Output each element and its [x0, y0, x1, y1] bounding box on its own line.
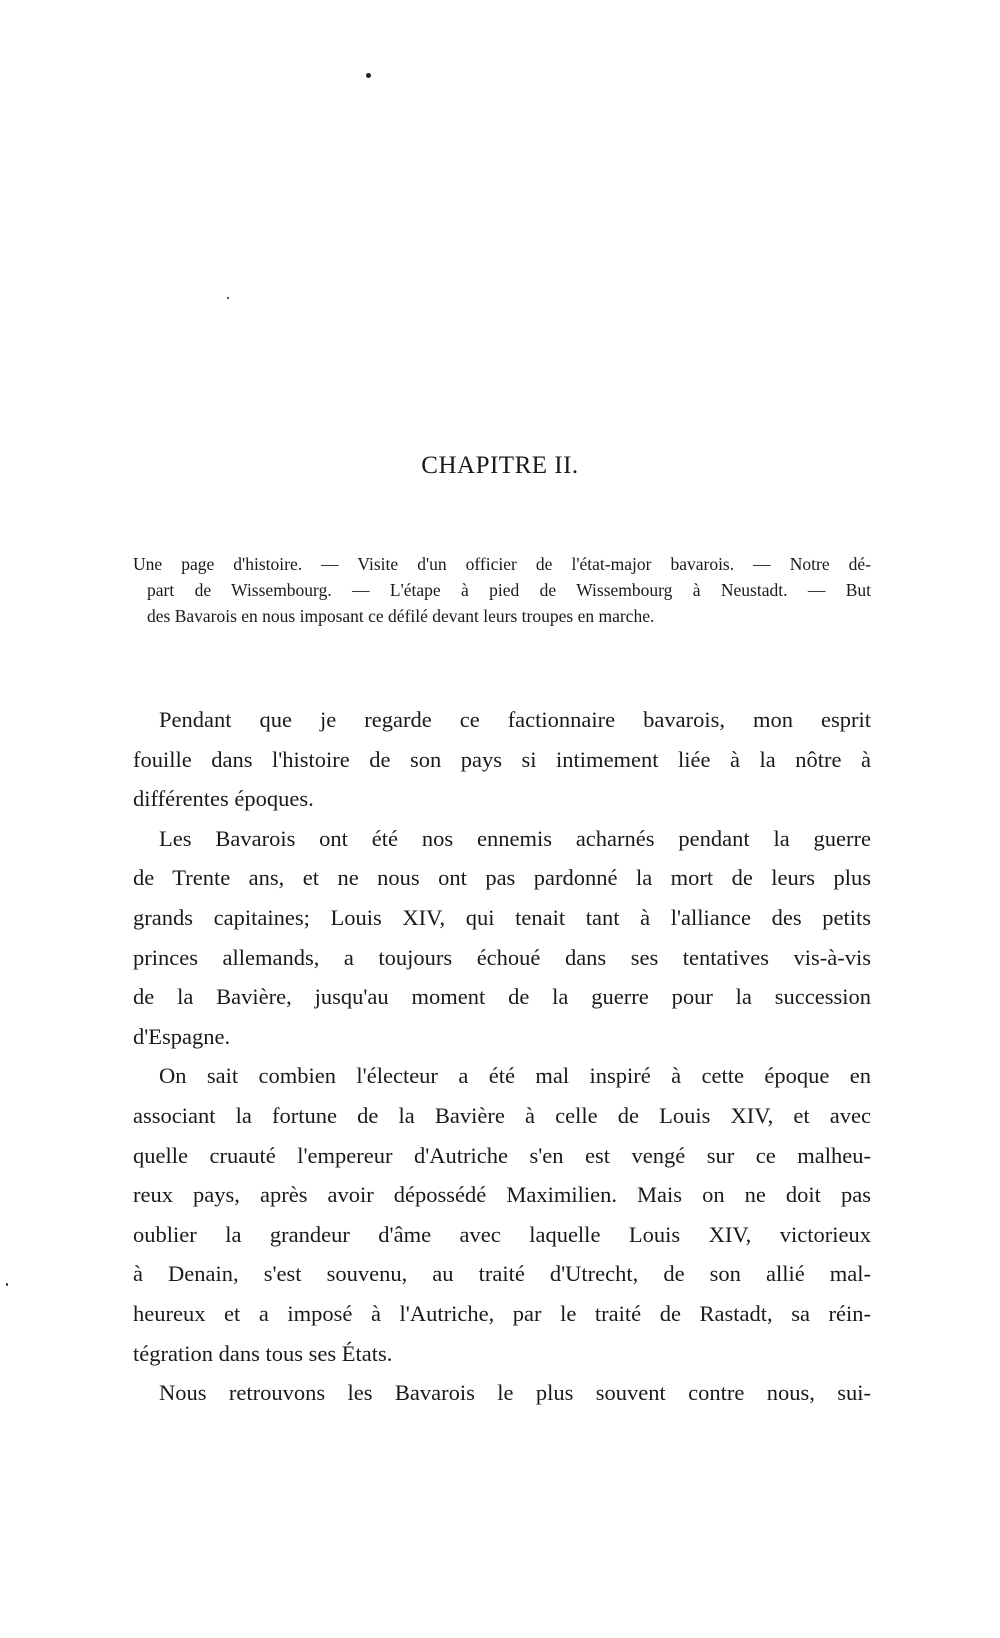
text-line: On sait combien l'électeur a été mal inspiré à cette époque en: [159, 1063, 871, 1089]
paragraph: [133, 819, 871, 1057]
text-line: tégration dans tous ses États.: [133, 1340, 393, 1366]
ink-speck: [227, 297, 229, 299]
summary-line: des Bavarois en nous imposant ce défilé devant leurs troupes en marche.: [147, 606, 655, 626]
ink-speck: [366, 73, 371, 78]
paragraph: [133, 700, 871, 819]
paragraph: [133, 1373, 871, 1413]
summary-line: Une page d'histoire. — Visite d'un officier de l'état-major bavarois. — Notre dé-: [133, 554, 871, 574]
text-line: princes allemands, a toujours échoué dans ses tentatives vis-à-vis: [133, 944, 871, 970]
text-line: reux pays, après avoir dépossédé Maximilien. Mais on ne doit pas: [133, 1182, 871, 1208]
text-line: à Denain, s'est souvenu, au traité d'Utrecht, de son allié mal-: [133, 1261, 871, 1287]
body-text: [133, 700, 871, 1413]
summary-line: part de Wissembourg. — L'étape à pied de Wissembourg à Neustadt. — But: [147, 580, 871, 600]
text-line: de la Bavière, jusqu'au moment de la guerre pour la succession: [133, 984, 871, 1010]
text-line: heureux et a imposé à l'Autriche, par le traité de Rastadt, sa réin-: [133, 1300, 871, 1326]
text-line: grands capitaines; Louis XIV, qui tenait tant à l'alliance des petits: [133, 904, 871, 930]
chapter-summary: [133, 551, 871, 629]
ink-speck: [6, 1283, 8, 1286]
text-line: d'Espagne.: [133, 1023, 231, 1049]
text-line: de Trente ans, et ne nous ont pas pardonné la mort de leurs plus: [133, 865, 871, 891]
text-line: associant la fortune de la Bavière à celle de Louis XIV, et avec: [133, 1102, 871, 1128]
text-line: Les Bavarois ont été nos ennemis acharnés pendant la guerre: [159, 825, 871, 851]
text-line: quelle cruauté l'empereur d'Autriche s'en est vengé sur ce malheu-: [133, 1142, 871, 1168]
text-line: Pendant que je regarde ce factionnaire bavarois, mon esprit: [159, 707, 871, 732]
text-line: fouille dans l'histoire de son pays si intimement liée à la nôtre à: [133, 746, 871, 772]
chapter-title: CHAPITRE II.: [421, 452, 579, 479]
text-line: différentes époques.: [133, 786, 314, 812]
paragraph: [133, 1056, 871, 1373]
text-line: Nous retrouvons les Bavarois le plus souvent contre nous, sui-: [159, 1380, 871, 1406]
text-line: oublier la grandeur d'âme avec laquelle Louis XIV, victorieux: [133, 1221, 871, 1247]
